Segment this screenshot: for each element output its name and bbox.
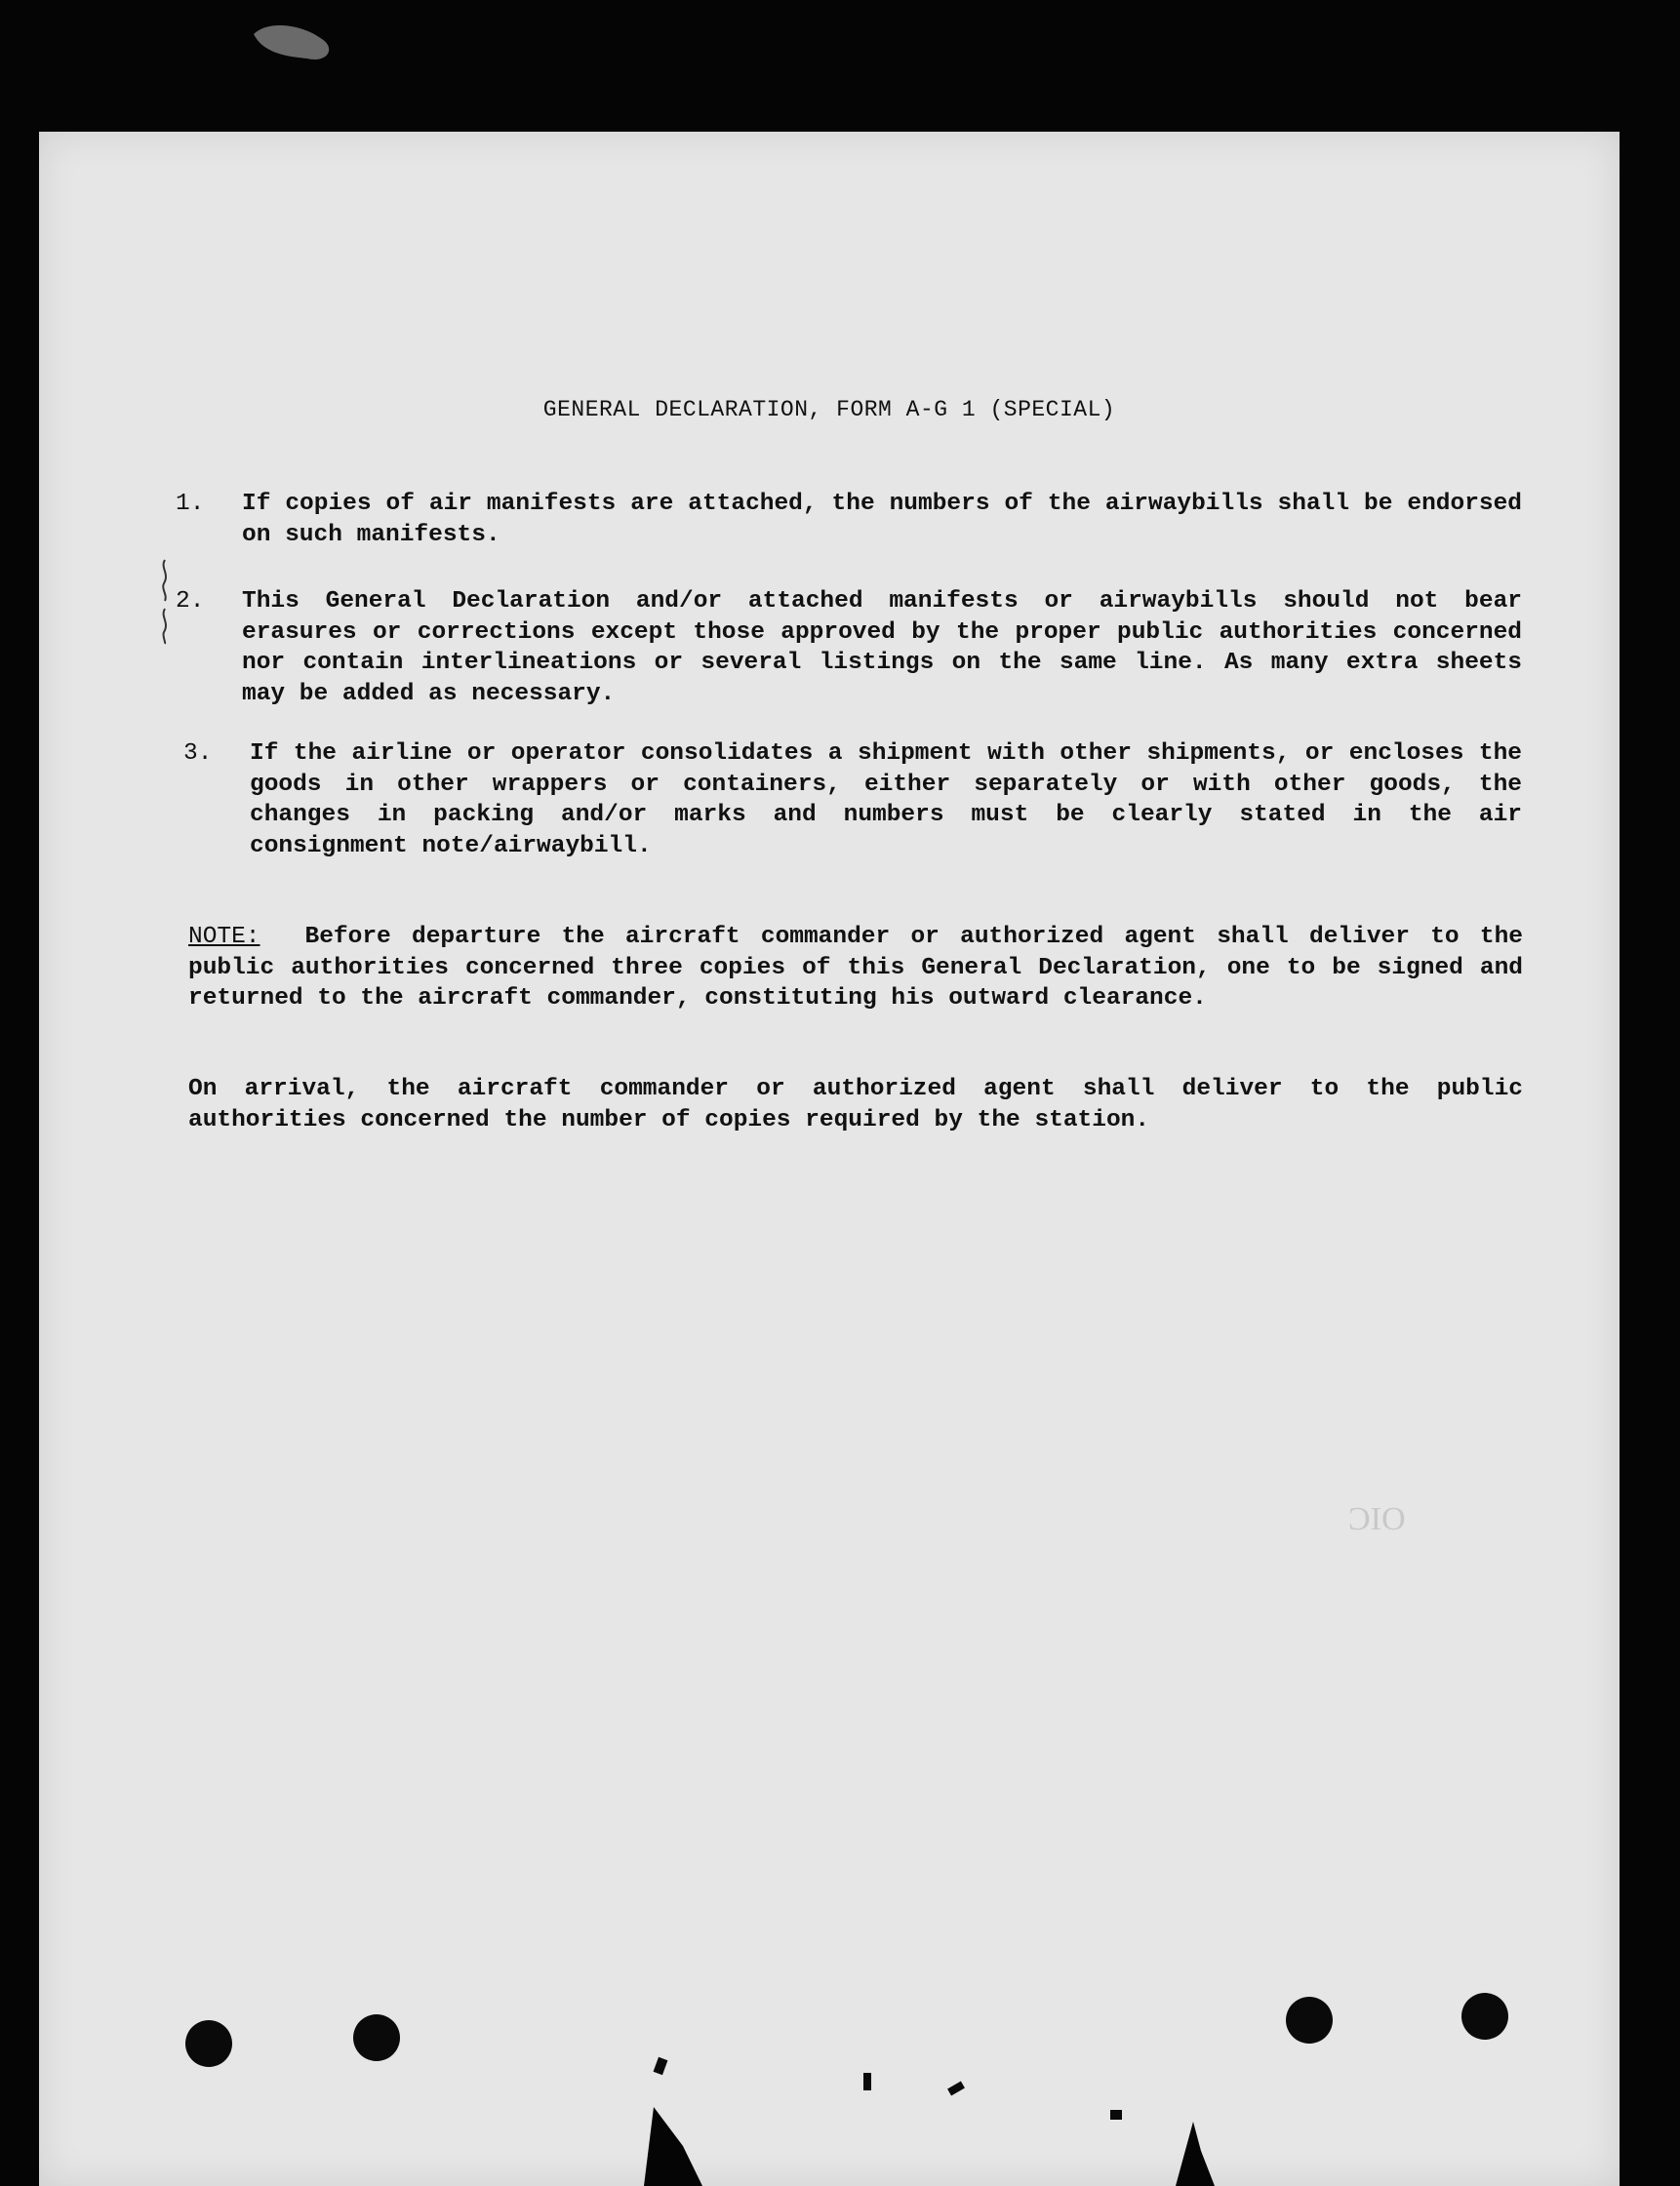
bottom-tear-icon <box>644 2087 702 2186</box>
note-text: Before departure the aircraft commander or authorized agent shall deliver to the public authorities concerned three copies of this General Declaration, one to be signed and returned to the aircraft commander, constituting his outward clearance. <box>188 924 1523 1012</box>
punch-hole-icon <box>185 2020 232 2067</box>
note-paragraph <box>188 922 1523 1014</box>
item-number: 1. <box>176 491 205 517</box>
scan-debris-mark <box>654 2057 668 2075</box>
item-number: 2. <box>176 588 205 615</box>
item-text: If copies of air manifests are attached, the numbers of the airwaybills shall be endorsed on such manifests. <box>242 491 1522 548</box>
scan-debris-mark <box>1110 2110 1122 2120</box>
faint-bleedthrough-mark: OIC <box>1348 1501 1406 1537</box>
punch-hole-icon <box>1461 1993 1508 2040</box>
arrival-paragraph: On arrival, the aircraft commander or authorized agent shall deliver to the public authorities concerned the number of copies required by the station. <box>188 1076 1523 1133</box>
instruction-item-1 <box>176 489 1522 550</box>
punch-hole-icon <box>353 2014 400 2061</box>
note-label: NOTE: <box>188 924 260 950</box>
item-number: 3. <box>183 740 213 767</box>
scan-debris-mark <box>863 2073 871 2090</box>
item-text: If the airline or operator consolidates a shipment with other shipments, or encloses the goods in other wrappers or containers, either separately or with other goods, the changes in packing and/or marks and numbers must be clearly stated in the air consignment note/airwaybill. <box>250 740 1522 859</box>
paper-sheet <box>39 132 1620 2186</box>
staple-mark-icon <box>158 558 172 646</box>
scan-debris-mark <box>947 2082 965 2096</box>
item-text: This General Declaration and/or attached manifests or airwaybills should not bear erasures or corrections except those approved by the proper public authorities concerned nor contain interlineations or several listings on the same line. As many extra sheets may be added as necessary. <box>242 588 1522 707</box>
bottom-tear-icon <box>1176 2112 1215 2186</box>
punch-hole-icon <box>1286 1997 1333 2044</box>
top-smudge-icon <box>249 20 337 68</box>
instruction-item-3 <box>183 738 1522 861</box>
instruction-item-2 <box>176 586 1522 709</box>
document-title: GENERAL DECLARATION, FORM A-G 1 (SPECIAL) <box>542 397 1116 422</box>
document-body <box>39 132 1620 2186</box>
